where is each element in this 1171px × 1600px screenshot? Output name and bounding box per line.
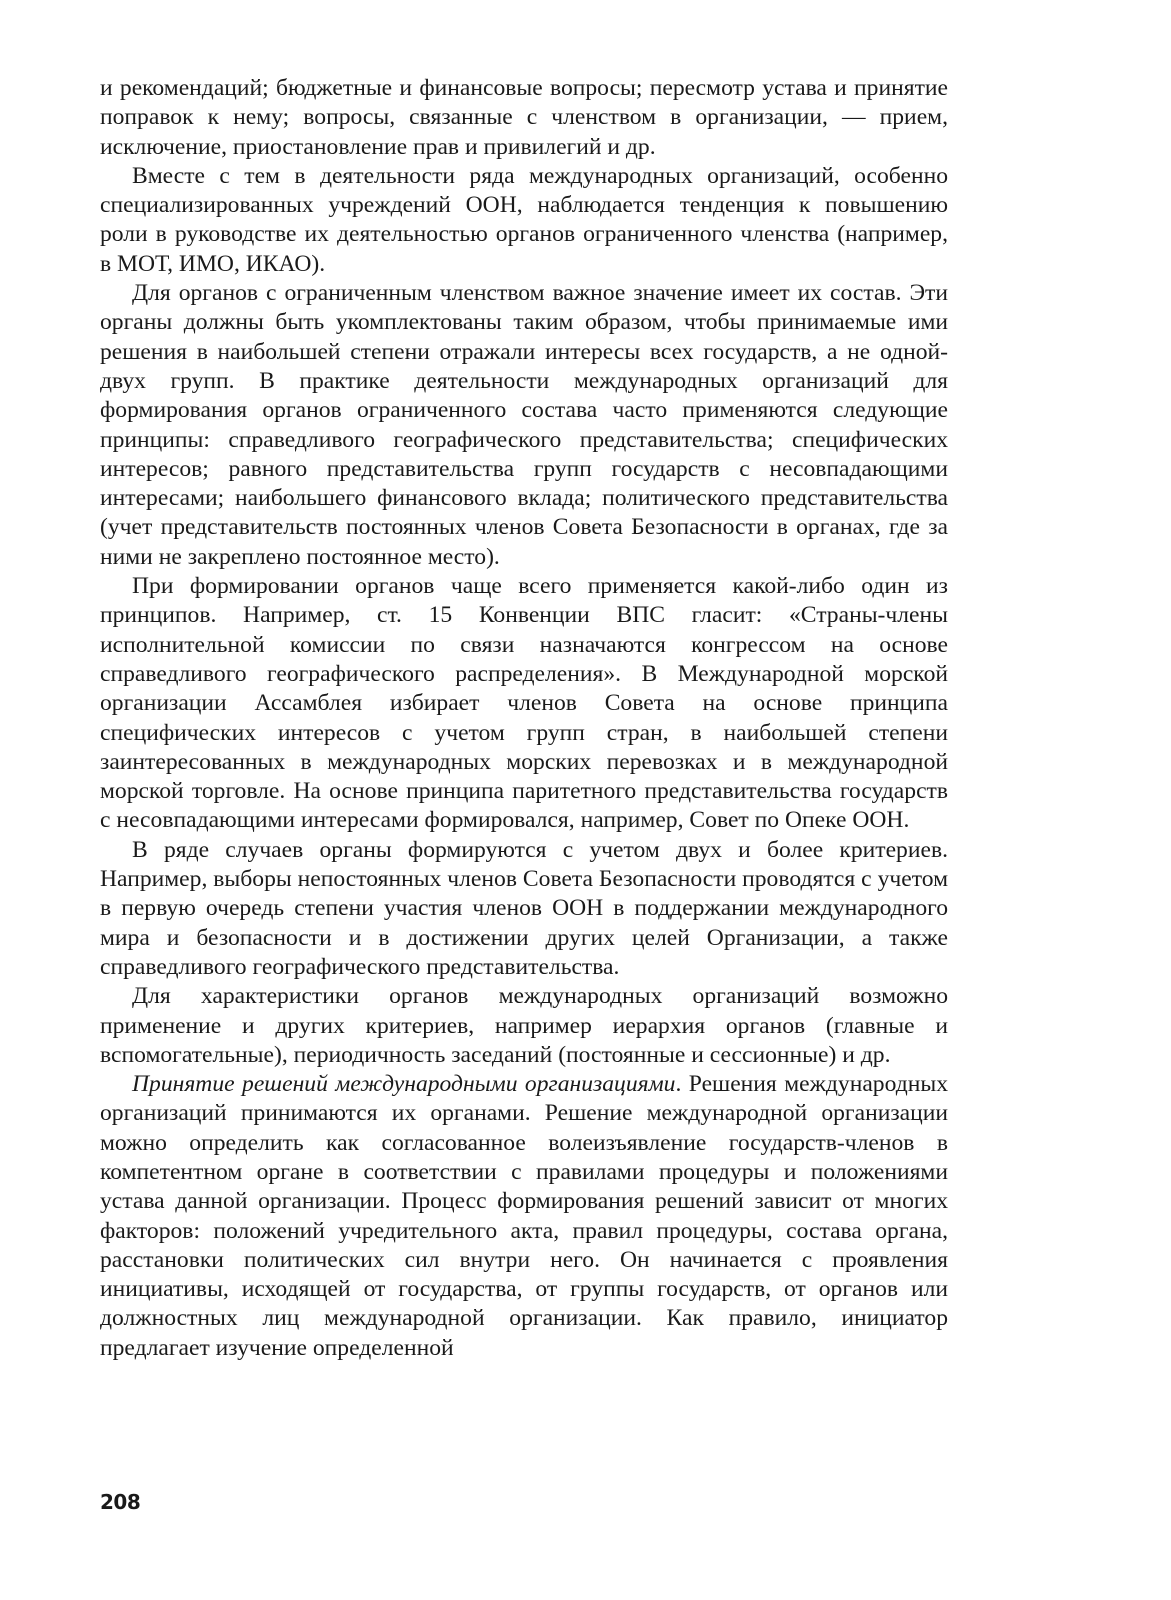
paragraph-2: Вместе с тем в деятельности ряда международных организаций, особенно специализированных учреждений ООН, наблюдается тенденция к повышению роли в руководстве их деятельностью органов ограниченного членства (например, в МОТ, ИМО, ИКАО). (100, 162, 948, 277)
paragraph-7-text: . Решения международных организаций принимаются их органами. Решение международной организации можно определить как согласованное волеизъявление государств-членов в компетентном органе в соответствии с правилами процедуры и положениями устава данной организации. Процесс формирования решений зависит от многих факторов: положений учредительного акта, правил процедуры, состава органа, расстановки политических сил внутри него. Он начинается с проявления инициативы, исходящей от государства, от группы государств, от органов или должностных лиц международной организации. Как правило, инициатор предлагает изучение определенной (100, 1071, 948, 1361)
paragraph-7-italic-lead: Принятие решений международными организациями (132, 1071, 676, 1098)
page-body (100, 74, 948, 1363)
paragraph-6: Для характеристики органов международных организаций возможно применение и других критериев, например иерархия органов (главные и вспомогательные), периодичность заседаний (постоянные и сессионные) и др. (100, 983, 948, 1068)
paragraph-7 (100, 1070, 948, 1363)
paragraph-3: Для органов с ограниченным членством важное значение имеет их состав. Эти органы должны быть укомплектованы таким образом, чтобы принимаемые ими решения в наибольшей степени отражали интересы всех государств, а не одной-двух групп. В практике деятельности международных организаций для формирования органов ограниченного состава часто применяются следующие принципы: справедливого географического представительства; специфических интересов; равного представительства групп государств с несовпадающими интересами; наибольшего финансового вклада; политического представительства (учет представительств постоянных членов Совета Безопасности в органах, где за ними не закреплено постоянное место). (100, 280, 948, 570)
paragraph-5: В ряде случаев органы формируются с учетом двух и более критериев. Например, выборы непостоянных членов Совета Безопасности проводятся с учетом в первую очередь степени участия членов ООН в поддержании международного мира и безопасности и в достижении других целей Организации, а также справедливого географического представительства. (100, 836, 948, 980)
paragraph-4: При формировании органов чаще всего применяется какой-либо один из принципов. Например, ст. 15 Конвенции ВПС гласит: «Страны-члены исполнительной комиссии по связи назначаются конгрессом на основе справедливого географического распределения». В Международной морской организации Ассамблея избирает членов Совета на основе принципа специфических интересов с учетом групп стран, в наибольшей степени заинтересованных в международных морских перевозках и в международной морской торговле. На основе принципа паритетного представительства государств с несовпадающими интересами формировался, например, Совет по Опеке ООН. (100, 573, 948, 834)
page-number: 208 (100, 1490, 141, 1514)
paragraph-1: и рекомендаций; бюджетные и финансовые вопросы; пересмотр устава и принятие поправок к нему; вопросы, связанные с членством в организации, — прием, исключение, приостановление прав и привилегий и др. (100, 75, 948, 160)
